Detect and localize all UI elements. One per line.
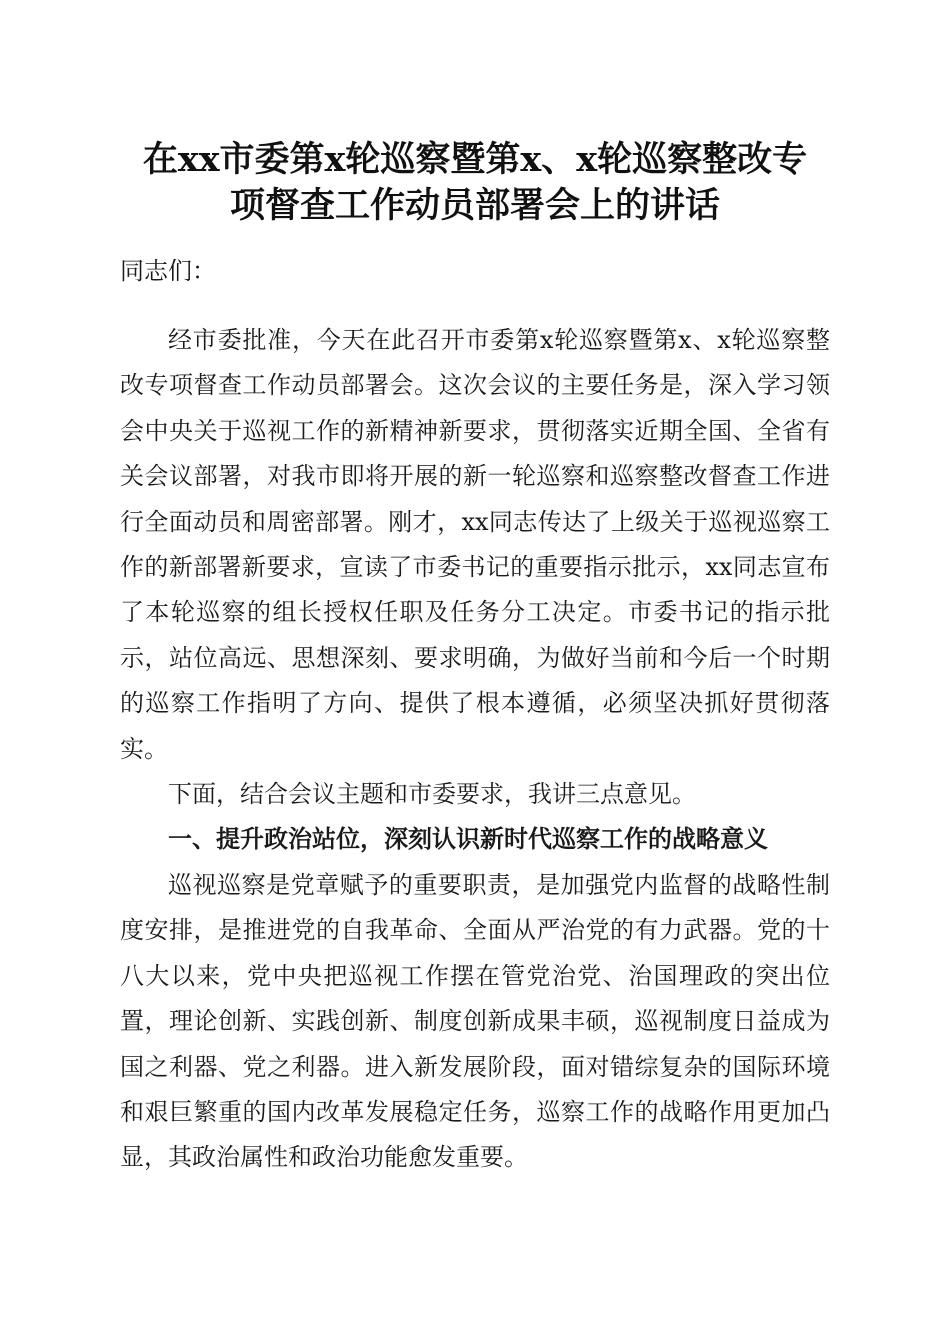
- document-title-line-1: 在xx市委第x轮巡察暨第x、x轮巡察整改专: [142, 139, 808, 180]
- document-body: [120, 318, 830, 1181]
- section-heading-1: 一、提升政治站位，深刻认识新时代巡察工作的战略意义: [168, 825, 768, 854]
- paragraph-intro-points: 下面，结合会议主题和市委要求，我讲三点意见。: [168, 780, 696, 809]
- paragraph-opening: 经市委批准，今天在此召开市委第x轮巡察暨第x、x轮巡察整改专项督查工作动员部署会。这次会议的主要任务是，深入学习领会中央关于巡视工作的新精神新要求，贯彻落实近期全国、全省有关会议部署，对我市即将开展的新一轮巡察和巡察整改督查工作进行全面动员和周密部署。刚才，xx同志传达了上级关于巡视巡察工作的新部署新要求，宣读了市委书记的重要指示批示，xx同志宣布了本轮巡察的组长授权任职及任务分工决定。市委书记的指示批示，站位高远、思想深刻、要求明确，为做好当前和今后一个时期的巡察工作指明了方向、提供了根本遵循，必须坚决抓好贯彻落实。: [120, 326, 830, 763]
- document-title-line-2: 项督查工作动员部署会上的讲话: [229, 185, 720, 226]
- paragraph-section-1: 巡视巡察是党章赋予的重要职责，是加强党内监督的战略性制度安排，是推进党的自我革命、全面从严治党的有力武器。党的十八大以来，党中央把巡视工作摆在管党治党、治国理政的突出位置，理论创新、实践创新、制度创新成果丰硕，巡视制度日益成为国之利器、党之利器。进入新发展阶段，面对错综复杂的国际环境和艰巨繁重的国内改革发展稳定任务，巡察工作的战略作用更加凸显，其政治属性和政治功能愈发重要。: [120, 870, 830, 1172]
- salutation: 同志们：: [120, 257, 216, 285]
